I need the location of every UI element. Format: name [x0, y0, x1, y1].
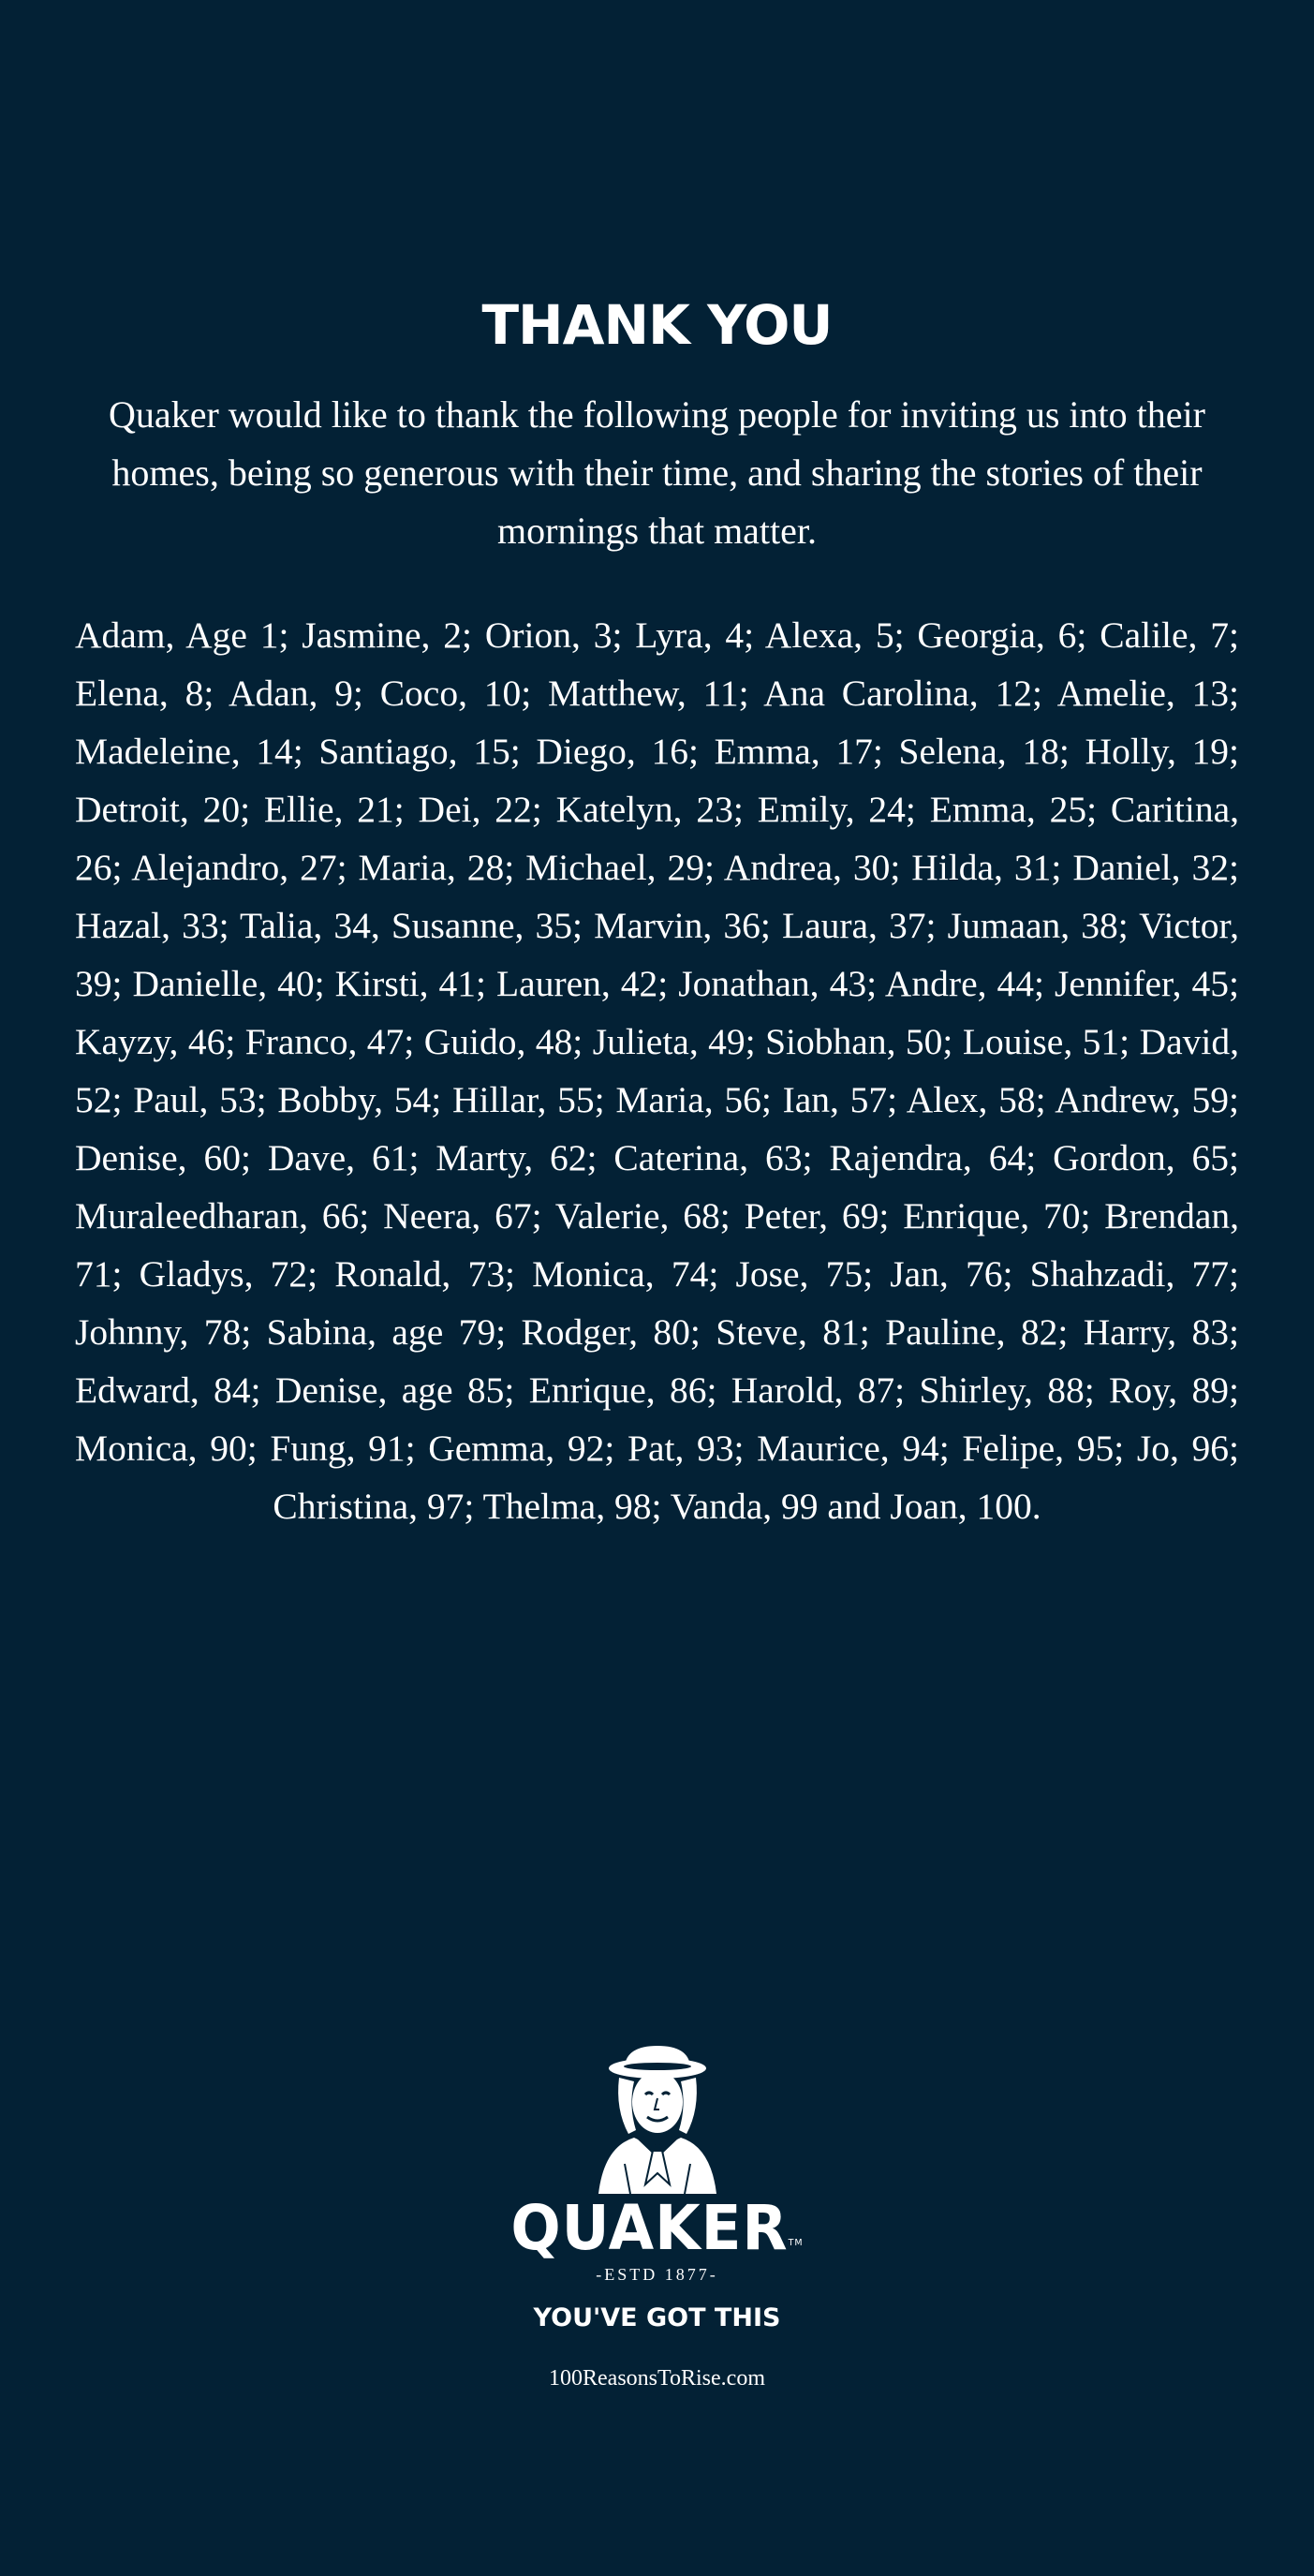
tagline: YOU'VE GOT THIS [533, 2303, 781, 2332]
quaker-man-icon [587, 2044, 728, 2194]
quaker-wordmark-text: QUAKER [510, 2192, 789, 2264]
quaker-wordmark [33, 2192, 1281, 2264]
intro-paragraph: Quaker would like to thank the following people for inviting us into their homes, being so generous with their time, and sharing the stories of their mornings that matter. [109, 393, 1205, 552]
established-label: -ESTD 1877- [596, 2265, 718, 2284]
thank-you-heading: THANK YOU [481, 293, 833, 357]
quaker-logo [0, 2044, 1314, 2391]
names-list: Adam, Age 1; Jasmine, 2; Orion, 3; Lyra, 4; Alexa, 5; Georgia, 6; Calile, 7; Elena, 8; Adan, 9; Coco, 10; Matthew, 11; Ana Carolina, 12; Amelie, 13; Madeleine, 14; Santiago, 15; Diego, 16; Emma, 17; Selena, 18; Holly, 19; Detroit, 20; Ellie, 21; Dei, 22; Katelyn, 23; Emily, 24; Emma, 25; Caritina, 26; Alejandro, 27; Maria, 28; Michael, 29; Andrea, 30; Hilda, 31; Daniel, 32; Hazal, 33; Talia, 34, Susanne, 35; Marvin, 36; Laura, 37; Jumaan, 38; Victor, 39; Danielle, 40; Kirsti, 41; Lauren, 42; Jonathan, 43; Andre, 44; Jennifer, 45; Kayzy, 46; Franco, 47; Guido, 48; Julieta, 49; Siobhan, 50; Louise, 51; David, 52; Paul, 53; Bobby, 54; Hillar, 55; Maria, 56; Ian, 57; Alex, 58; Andrew, 59; Denise, 60; Dave, 61; Marty, 62; Caterina, 63; Rajendra, 64; Gordon, 65; Muraleedharan, 66; Neera, 67; Valerie, 68; Peter, 69; Enrique, 70; Brendan, 71; Gladys, 72; Ronald, 73; Monica, 74; Jose, 75; Jan, 76; Shahzadi, 77; Johnny, 78; Sabina, age 79; Rodger, 80; Steve, 81; Pauline, 82; Harry, 83; Edward, 84; Denise, age 85; Enrique, 86; Harold, 87; Shirley, 88; Roy, 89; Monica, 90; Fung, 91; Gemma, 92; Pat, 93; Maurice, 94; Felipe, 95; Jo, 96; Christina, 97; Thelma, 98; Vanda, 99 and Joan, 100. [75, 614, 1239, 1527]
website-link[interactable]: 100ReasonsToRise.com [549, 2366, 765, 2391]
trademark-symbol: TM [788, 2238, 804, 2248]
